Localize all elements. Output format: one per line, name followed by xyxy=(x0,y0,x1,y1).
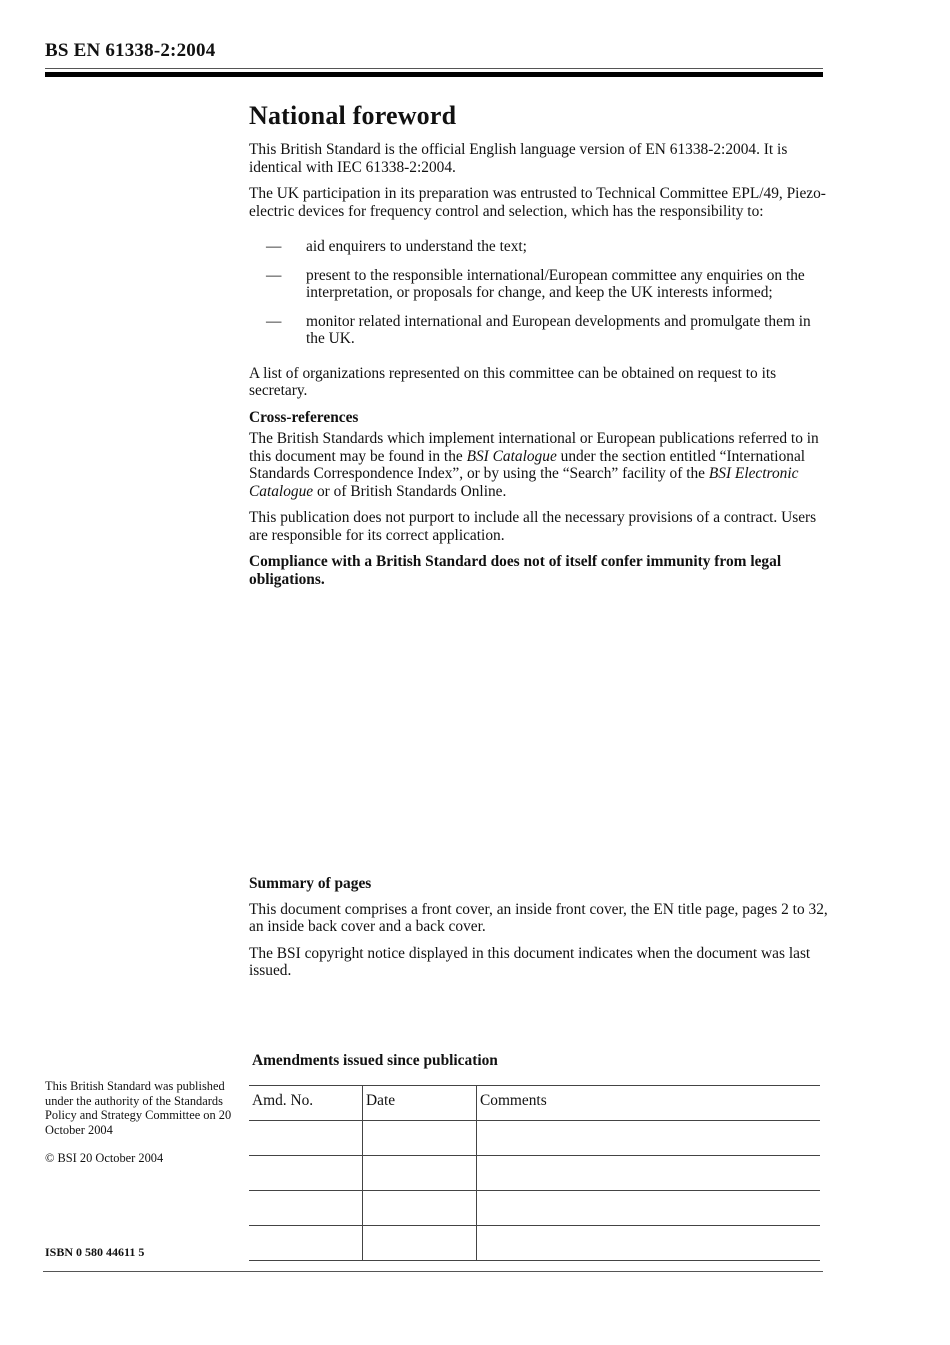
header-rule-thick xyxy=(45,72,823,77)
publication-sidebar xyxy=(45,1079,235,1180)
summary-paragraph-1: This document comprises a front cover, an inside front cover, the EN title page, pages 2 to 32, an inside back cover and a back cover. xyxy=(249,900,828,935)
table-cell xyxy=(249,1191,363,1226)
amendments-title: Amendments issued since publication xyxy=(252,1052,498,1069)
isbn-number: ISBN 0 580 44611 5 xyxy=(45,1245,145,1259)
list-item-text: monitor related international and European developments and promulgate them in the UK. xyxy=(306,312,811,347)
table-cell xyxy=(363,1191,477,1226)
header-rule-thin xyxy=(45,68,823,69)
column-header-amd-no: Amd. No. xyxy=(249,1086,363,1121)
authority-note: This British Standard was published under the authority of the Standards Policy and Strategy Committee on 20 October 2004 xyxy=(45,1079,232,1137)
page-title: National foreword xyxy=(249,101,457,130)
table-row xyxy=(249,1191,820,1226)
table-row xyxy=(249,1121,820,1156)
column-header-date: Date xyxy=(363,1086,477,1121)
footer-rule xyxy=(43,1271,823,1272)
summary-heading: Summary of pages xyxy=(249,875,372,892)
dash-marker: — xyxy=(266,238,282,255)
crossref-text-2: under the section entitled “International Standards Correspondence Index”, or by using the “Search” facility of the xyxy=(249,447,806,482)
foreword-section xyxy=(249,100,829,597)
list-item xyxy=(249,313,829,348)
column-header-comments: Comments xyxy=(477,1086,821,1121)
list-item xyxy=(249,238,829,256)
crossref-text-3: or of British Standards Online. xyxy=(313,482,507,500)
list-item-text: aid enquirers to understand the text; xyxy=(306,238,527,255)
summary-paragraph-2: The BSI copyright notice displayed in this document indicates when the document was last issued. xyxy=(249,944,811,979)
table-cell xyxy=(249,1226,363,1261)
list-item xyxy=(249,267,829,302)
table-cell xyxy=(249,1156,363,1191)
amendments-table xyxy=(249,1085,820,1261)
table-cell xyxy=(477,1191,821,1226)
bsi-catalogue-title: BSI Catalogue xyxy=(466,447,557,465)
foreword-paragraph-1: This British Standard is the official English language version of EN 61338-2:2004. It is identical with IEC 61338-2:2004. xyxy=(249,141,788,176)
document-code: BS EN 61338-2:2004 xyxy=(45,40,216,61)
table-cell xyxy=(477,1156,821,1191)
table-cell xyxy=(477,1226,821,1261)
foreword-paragraph-4: This publication does not purport to include all the necessary provisions of a contract. Users are responsible for its correct application. xyxy=(249,509,817,544)
table-cell xyxy=(363,1156,477,1191)
responsibility-list xyxy=(249,238,829,348)
list-item-text: present to the responsible international/European committee any enquiries on the interpretation, or proposals for change, and keep the UK interests informed; xyxy=(306,266,805,301)
cross-references-paragraph xyxy=(249,430,829,500)
table-cell xyxy=(363,1226,477,1261)
dash-marker: — xyxy=(266,266,282,284)
table-row xyxy=(249,1156,820,1191)
crossref-text-1: The British Standards which implement international or European publications referred to in this document may be found in the xyxy=(249,430,819,465)
cross-references-heading: Cross-references xyxy=(249,408,359,426)
foreword-paragraph-3: A list of organizations represented on this committee can be obtained on request to its secretary. xyxy=(249,364,777,399)
table-header-row xyxy=(249,1086,820,1121)
foreword-paragraph-2: The UK participation in its preparation was entrusted to Technical Committee EPL/49, Piezo-electric devices for frequency control and selection, which has the responsibility to: xyxy=(249,185,826,220)
table-row xyxy=(249,1226,820,1261)
summary-section xyxy=(249,875,829,989)
bsi-electronic-catalogue-title: BSI Electronic Catalogue xyxy=(249,465,799,500)
copyright-note: © BSI 20 October 2004 xyxy=(45,1151,164,1165)
table-cell xyxy=(477,1121,821,1156)
dash-marker: — xyxy=(266,312,282,330)
table-cell xyxy=(363,1121,477,1156)
compliance-statement: Compliance with a British Standard does not of itself confer immunity from legal obligations. xyxy=(249,553,782,588)
table-cell xyxy=(249,1121,363,1156)
